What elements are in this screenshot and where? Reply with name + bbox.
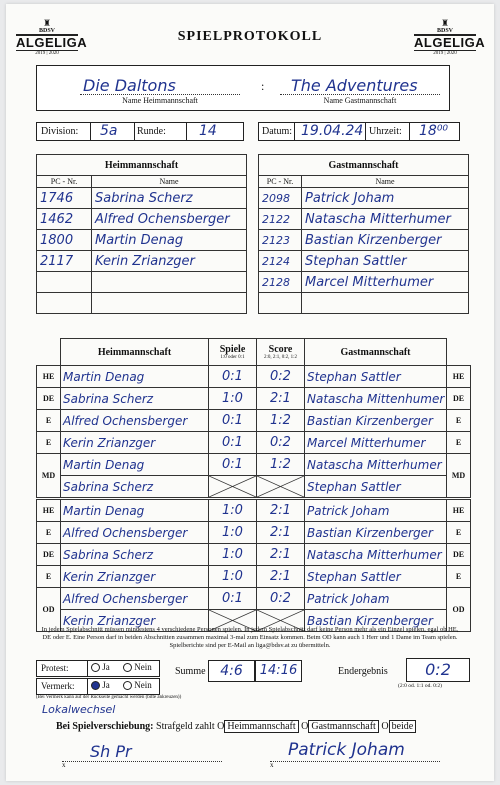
match-row xyxy=(37,588,471,610)
protest-yes-radio[interactable] xyxy=(91,663,100,672)
postpone-row: Bei Spielverschiebung: Strafgeld zahlt O Heimmannschaft O Gastmannschaft O beide xyxy=(56,721,416,732)
score-cell: 1:2 xyxy=(257,454,305,476)
team-names-box xyxy=(36,65,450,111)
score-cell: 2:1 xyxy=(257,388,305,410)
name-header: Name xyxy=(302,176,469,188)
handwritten-note: Lokalwechsel xyxy=(42,703,116,716)
away-player: Bastian Kirzenberger xyxy=(305,610,447,632)
match-type-left: DE xyxy=(37,544,61,566)
protest-yes-label: Ja xyxy=(102,662,110,672)
page-title: SPIELPROTOKOLL xyxy=(177,29,323,44)
option-home[interactable]: Heimmannschaft xyxy=(224,720,298,733)
table-row xyxy=(259,188,469,209)
home-team-label: Name Heimmannschaft xyxy=(122,96,198,105)
games-cell: 0:1 xyxy=(209,366,257,388)
match-row xyxy=(37,544,471,566)
protest-no-label: Nein xyxy=(134,662,152,672)
team-separator: : xyxy=(261,79,265,93)
home-player: Sabrina Scherz xyxy=(61,544,209,566)
home-team-name: Die Daltons xyxy=(83,76,176,95)
games-cell: 0:1 xyxy=(209,454,257,476)
home-player: Kerin Zrianzger xyxy=(61,566,209,588)
away-player: Stephan Sattler xyxy=(305,366,447,388)
match-type-left: HE xyxy=(37,366,61,388)
pc-cell: 2122 xyxy=(259,209,302,230)
match-type-left: DE xyxy=(37,388,61,410)
match-type-right: E xyxy=(447,566,471,588)
match-type-left: HE xyxy=(37,499,61,522)
match-type-right: MD xyxy=(447,454,471,499)
match-type-left: E xyxy=(37,566,61,588)
home-player: Alfred Ochensberger xyxy=(61,588,209,610)
home-player: Martin Denag xyxy=(61,366,209,388)
match-type-right: DE xyxy=(447,388,471,410)
pc-cell: 2124 xyxy=(259,251,302,272)
away-signature: Patrick Joham xyxy=(288,740,405,760)
date-label: Datum: xyxy=(262,126,292,137)
away-roster-table xyxy=(258,154,469,314)
table-row xyxy=(259,293,469,314)
table-row xyxy=(259,251,469,272)
logo-top-text: BDSV xyxy=(436,28,453,34)
match-row xyxy=(37,522,471,544)
away-player: Bastian Kirzenberger xyxy=(305,522,447,544)
match-row xyxy=(37,410,471,432)
vermerk-field xyxy=(36,678,160,695)
away-player: Natascha Mittenhumer xyxy=(305,388,447,410)
home-player: Sabrina Scherz xyxy=(61,476,209,499)
round-field xyxy=(186,122,244,141)
pc-header: PC - Nr. xyxy=(259,176,302,188)
home-signature: Sh Pr xyxy=(90,742,132,761)
score-cell: 2:1 xyxy=(257,499,305,522)
match-type-right: E xyxy=(447,432,471,454)
section-2 xyxy=(37,499,471,632)
score-cell: 0:2 xyxy=(257,432,305,454)
logo-season-text: 2019 | 2020 xyxy=(35,51,59,56)
match-row xyxy=(37,499,471,522)
logo-top-text: BDSV xyxy=(38,28,55,34)
protest-label: Protest: xyxy=(41,663,69,673)
games-cell: 1:0 xyxy=(209,388,257,410)
away-signature-x: x xyxy=(270,761,274,769)
option-both[interactable]: beide xyxy=(389,720,417,733)
score-title: Score xyxy=(268,344,293,355)
home-player: Kerin Zrianzger xyxy=(61,432,209,454)
table-row xyxy=(37,272,247,293)
time-value: 18⁰⁰ xyxy=(419,123,449,139)
pc-cell: 2123 xyxy=(259,230,302,251)
logo-name-text: ALGELIGA xyxy=(414,35,486,50)
name-cell: Stephan Sattler xyxy=(302,251,469,272)
match-type-right: HE xyxy=(447,366,471,388)
score-cell: 2:1 xyxy=(257,544,305,566)
division-field xyxy=(36,122,188,141)
vermerk-yes-radio[interactable] xyxy=(91,681,100,690)
away-player: Bastian Kirzenberger xyxy=(305,410,447,432)
table-row xyxy=(37,230,247,251)
name-cell: Martin Denag xyxy=(92,230,247,251)
table-row xyxy=(37,251,247,272)
summe-games: 4:6 xyxy=(208,660,255,682)
away-player: Patrick Joham xyxy=(305,588,447,610)
table-row xyxy=(37,188,247,209)
round-value: 14 xyxy=(199,123,217,139)
vermerk-no-radio[interactable] xyxy=(123,681,132,690)
time-label: Uhrzeit: xyxy=(369,126,402,137)
protest-field xyxy=(36,660,160,677)
name-header: Name xyxy=(92,176,247,188)
home-signature-x: x xyxy=(62,761,66,769)
pc-cell: 2098 xyxy=(259,188,302,209)
match-type-left: OD xyxy=(37,588,61,632)
matches-table xyxy=(36,338,471,632)
match-row xyxy=(37,566,471,588)
score-sub: 2:0, 2:1, 0:2, 1:2 xyxy=(263,355,298,360)
summe-score: 14:16 xyxy=(255,660,302,682)
home-roster-title: Heimmannschaft xyxy=(37,155,247,176)
table-row xyxy=(37,209,247,230)
match-type-right: DE xyxy=(447,544,471,566)
name-cell: Natascha Mitterhumer xyxy=(302,209,469,230)
score-cell: 1:2 xyxy=(257,410,305,432)
col-home-header: Heimmannschaft xyxy=(61,339,209,366)
games-cell: 1:0 xyxy=(209,499,257,522)
name-cell: Kerin Zrianzger xyxy=(92,251,247,272)
name-cell: Marcel Mitterhumer xyxy=(302,272,469,293)
match-type-left: E xyxy=(37,522,61,544)
match-row xyxy=(37,388,471,410)
pc-cell xyxy=(37,272,92,293)
logo-name-text: ALGELIGA xyxy=(16,35,88,50)
away-player: Stephan Sattler xyxy=(305,476,447,499)
result-label: Endergebnis xyxy=(338,666,388,677)
match-type-left: MD xyxy=(37,454,61,499)
away-player: Stephan Sattler xyxy=(305,566,447,588)
round-label: Runde: xyxy=(137,126,166,137)
name-cell: Alfred Ochensberger xyxy=(92,209,247,230)
pc-cell: 1800 xyxy=(37,230,92,251)
result-sub: (2:0 od. 1:1 od. 0:2) xyxy=(398,683,442,689)
score-cell: 0:2 xyxy=(257,366,305,388)
away-signature-line xyxy=(270,761,440,762)
games-cell: 1:0 xyxy=(209,544,257,566)
match-row xyxy=(37,432,471,454)
score-cell: 0:2 xyxy=(257,588,305,610)
home-player: Martin Denag xyxy=(61,454,209,476)
away-player: Natascha Mitterhumer xyxy=(305,544,447,566)
away-team-name: The Adventures xyxy=(291,76,418,95)
col-games-header xyxy=(209,339,257,366)
home-team-line xyxy=(80,94,240,95)
match-type-left: E xyxy=(37,432,61,454)
games-cell: 1:0 xyxy=(209,522,257,544)
home-player: Alfred Ochensberger xyxy=(61,522,209,544)
table-row xyxy=(259,209,469,230)
match-row xyxy=(37,454,471,476)
match-type-left: E xyxy=(37,410,61,432)
vermerk-no-label: Nein xyxy=(134,680,152,690)
final-result: 0:2 xyxy=(406,658,470,682)
away-player: Patrick Joham xyxy=(305,499,447,522)
pc-cell: 2128 xyxy=(259,272,302,293)
name-cell: Bastian Kirzenberger xyxy=(302,230,469,251)
games-cell: 1:0 xyxy=(209,566,257,588)
postpone-label: Bei Spielverschiebung: xyxy=(56,721,154,732)
vermerk-note: (Bei Vermerk kann auf der Rückseite gemacht werden (bitte ankreuzen)) xyxy=(36,695,182,700)
pc-cell: 2117 xyxy=(37,251,92,272)
date-time-field xyxy=(258,122,460,141)
home-roster-table xyxy=(36,154,247,314)
name-cell xyxy=(92,272,247,293)
score-cell-crossed xyxy=(257,476,305,499)
games-title: Spiele xyxy=(219,344,246,355)
protest-no-radio[interactable] xyxy=(123,663,132,672)
postpone-text: Strafgeld zahlt xyxy=(156,721,215,732)
score-cell: 2:1 xyxy=(257,522,305,544)
vermerk-label: Vermerk: xyxy=(41,681,75,691)
option-away[interactable]: Gastmannschaft xyxy=(308,720,378,733)
pc-cell: 1462 xyxy=(37,209,92,230)
home-player: Alfred Ochensberger xyxy=(61,410,209,432)
summe-label: Summe xyxy=(175,666,206,677)
col-away-header: Gastmannschaft xyxy=(305,339,447,366)
away-player: Marcel Mitterhumer xyxy=(305,432,447,454)
match-row xyxy=(37,366,471,388)
crown-icon: ♜ xyxy=(440,18,450,28)
date-value: 19.04.24 xyxy=(301,123,364,139)
vermerk-yes-label: Ja xyxy=(102,680,110,690)
away-roster-title: Gastmannschaft xyxy=(259,155,469,176)
pc-cell: 1746 xyxy=(37,188,92,209)
games-cell: 0:1 xyxy=(209,432,257,454)
name-cell: Sabrina Scherz xyxy=(92,188,247,209)
away-team-label: Name Gastmannschaft xyxy=(323,96,397,105)
match-type-right: OD xyxy=(447,588,471,632)
table-row xyxy=(37,293,247,314)
games-sub: 1:0 oder 0:1 xyxy=(220,355,245,360)
match-type-right: E xyxy=(447,522,471,544)
games-cell: 0:1 xyxy=(209,410,257,432)
col-score-header xyxy=(257,339,305,366)
home-player: Sabrina Scherz xyxy=(61,388,209,410)
score-cell: 2:1 xyxy=(257,566,305,588)
section-1 xyxy=(37,366,471,499)
home-signature-line xyxy=(62,761,222,762)
division-value: 5a xyxy=(100,123,118,139)
score-sheet xyxy=(6,4,494,781)
games-cell-crossed xyxy=(209,476,257,499)
table-row xyxy=(259,272,469,293)
pc-header: PC - Nr. xyxy=(37,176,92,188)
name-cell: Patrick Joham xyxy=(302,188,469,209)
home-player: Kerin Zrianzger xyxy=(61,610,209,632)
home-player: Martin Denag xyxy=(61,499,209,522)
division-label: Division: xyxy=(41,126,79,137)
away-player: Natascha Mitterhumer xyxy=(305,454,447,476)
match-row xyxy=(37,476,471,499)
crown-icon: ♜ xyxy=(42,18,52,28)
table-row xyxy=(259,230,469,251)
games-cell: 0:1 xyxy=(209,588,257,610)
logo-season-text: 2019 | 2020 xyxy=(433,51,457,56)
match-type-right: E xyxy=(447,410,471,432)
away-team-line xyxy=(280,94,440,95)
rules-note: In jedem Spielabschnitt müssen mindestens 4 verschiedene Personen spielen. In jedem Spielabschnitt darf keine Person mehr als ein Einzel spielen, egal ob HE, DE oder E. Eine Person darf in beiden Abschnitten zusammen maximal 3-mal zum Einsatz kommen. Beim OD kann auch 1 Herr und 1 Dame im Team spielen. Spielberichte sind per E-Mail an liga@bdsv.at zu übermitteln. xyxy=(41,626,459,649)
match-type-right: HE xyxy=(447,499,471,522)
